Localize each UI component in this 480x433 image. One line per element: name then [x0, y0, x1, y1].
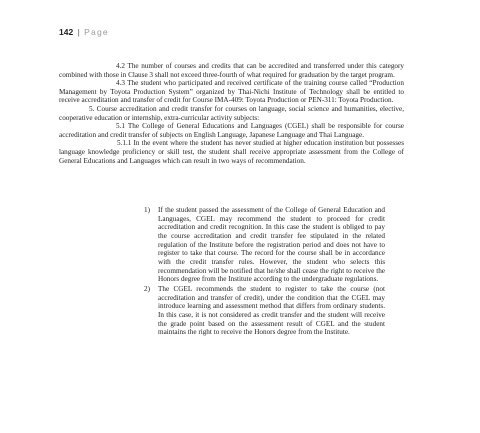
- clause-4-3: 4.3 The student who participated and received certificate of the training course called “Production Management by Toyota Production System” organized by Thai-Nichi Institute of Technology shall be entitled to receive accreditation and transfer of credit for Course IMA-409: Toyota Production or PEN-311: Toyota Production.: [59, 79, 404, 105]
- clause-4-2: 4.2 The number of courses and credits that can be accredited and transferred under this category combined with those in Clause 3 shall not exceed three-fourth of what required for graduation by the target program.: [59, 62, 404, 79]
- header-separator: |: [77, 27, 80, 37]
- list-item-text: If the student passed the assessment of the College of General Education and Languages, CGEL may recommend the student to proceed for credit accreditation and credit recognition. In this case the student is obliged to pay the course accreditation and credit transfer fee stipulated in the related regulation of the Institute before the registration period and does not have to register to take that course. The record for the course shall be in accordance with the credit transfer rules. However, the student who selects this recommendation will be notified that he/she shall cease the right to receive the Honors degree from the Institute according to the undergraduate regulations.: [158, 206, 385, 284]
- recommendation-list: [144, 206, 385, 337]
- list-item-number: 1): [144, 206, 150, 214]
- list-item-number: 2): [144, 284, 150, 293]
- document-body: [59, 62, 404, 165]
- clause-5-1: 5.1 The College of General Educations and Languages (CGEL) shall be responsible for course accreditation and credit transfer of subjects on English Language, Japanese Language and Thai Language.: [59, 122, 404, 139]
- clause-5-1-1: 5.1.1 In the event where the student has never studied at higher education institution but possesses language knowledge proficiency or skill test, the student shall receive appropriate assessment from the College of General Educations and Languages which can result in two ways of recommendation.: [59, 139, 404, 165]
- list-item-text: The CGEL recommends the student to register to take the course (not accreditation and transfer of credit), under the condition that the CGEL may introduce learning and assessment method that differs from ordinary students. In this case, it is not considered as credit transfer and the student will receive the grade point based on the assessment result of CGEL and the student maintains the right to receive the Honors degree from the Institute.: [158, 284, 385, 337]
- page-number: 142: [59, 27, 74, 37]
- list-item: [144, 206, 385, 284]
- page-label: Page: [84, 27, 109, 37]
- page-header: [59, 26, 109, 38]
- clause-5: 5. Course accreditation and credit transfer for courses on language, social science and humanities, elective, cooperative education or internship, extra-curricular activity subjects:: [59, 104, 404, 122]
- list-item: [144, 285, 385, 337]
